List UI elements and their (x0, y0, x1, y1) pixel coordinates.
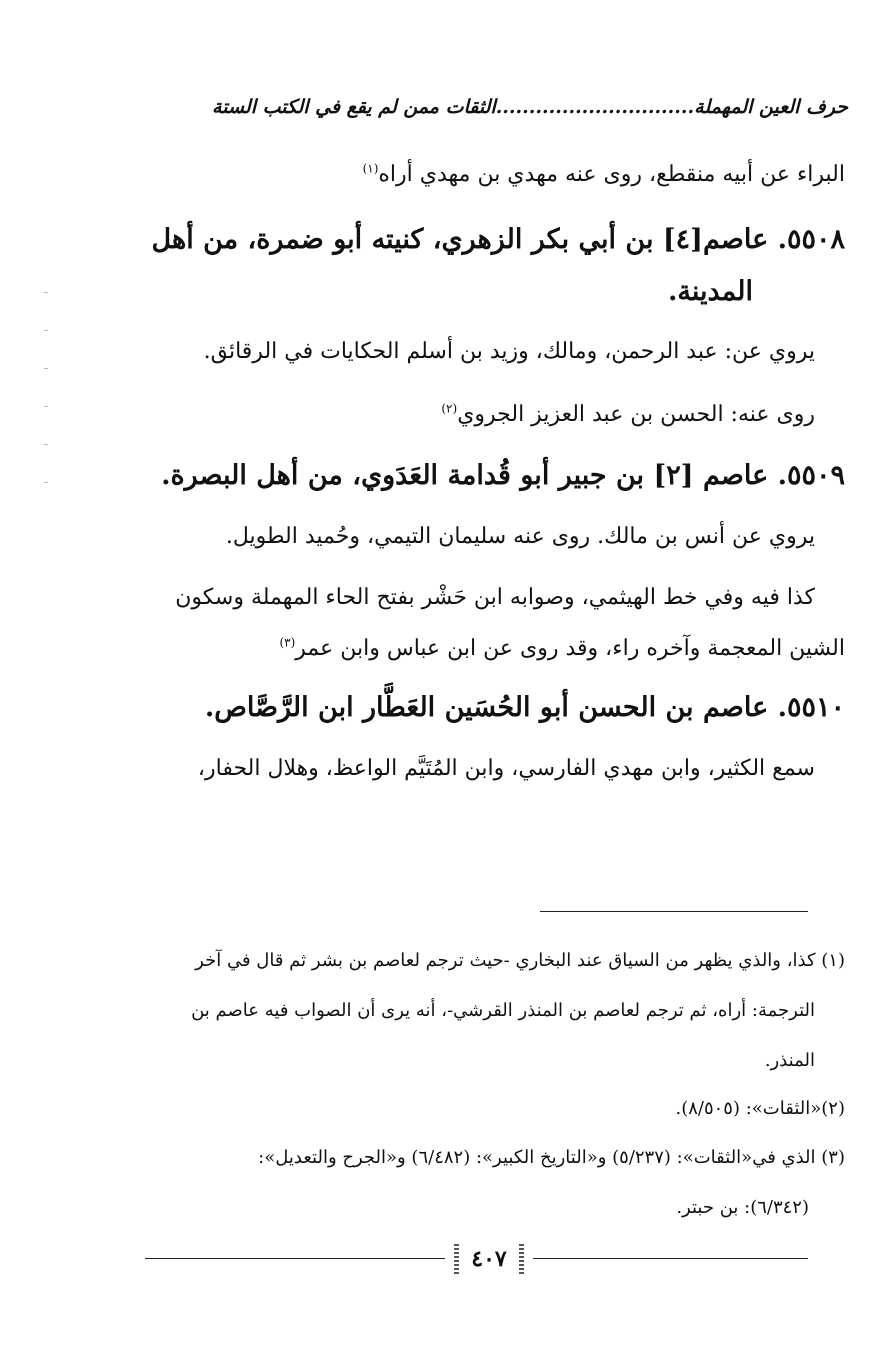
entry-5509-note-line2: الشين المعجمة وآخره راء، وقد روى عن ابن عباس وابن عمر$^{(٣)}$ (279, 635, 845, 661)
running-header (148, 96, 848, 136)
footnote-mark-3: (٣) (279, 635, 296, 650)
entry-5509-note-line1: كذا فيه وفي خط الهيثمي، وصوابه ابن حَشْر بفتح الحاء المهملة وسكون (175, 585, 815, 610)
page-number: ٤٠٧ (448, 1240, 530, 1278)
entry-5509-narrates-from: يروي عن أنس بن مالك. روى عنه سليمان التيمي، وحُميد الطويل. (225, 524, 815, 549)
entry-5508-narrates-from: يروي عن: عبد الرحمن، ومالك، وزيد بن أسلم الحكايات في الرقائق. (203, 339, 815, 364)
footnote-1-line2: الترجمة: أراه، ثم ترجم لعاصم بن المنذر القرشي-، أنه يرى أن الصواب فيه عاصم بن (191, 1000, 815, 1021)
footnote-3-line2: (٦/٣٤٢): بن حبتر. (676, 1197, 809, 1218)
continuation-line: البراء عن أبيه منقطع، روى عنه مهدي بن مهدي أراه$^{(١)}$ (362, 161, 845, 187)
header-book-title: الثقات ممن لم يقع في الكتب الستة (212, 96, 496, 118)
header-chapter-title: حرف العين المهملة (694, 96, 848, 118)
footnote-mark-2: (٢) (441, 401, 458, 416)
footnote-1-line3: المنذر. (764, 1050, 815, 1071)
footnote-1-line1: (١) كذا، والذي يظهر من السياق عند البخاري -حيث ترجم لعاصم بن بشر ثم قال في آخر (195, 950, 845, 971)
entry-5509-heading: ٥٥٠٩. عاصم [٢] بن جبير أبو قُدامة العَدَوي، من أهل البصرة. (161, 460, 845, 491)
entry-5508-heading-cont: المدينة. (667, 276, 753, 307)
header-dots: .............................. (495, 96, 695, 118)
footnote-3-line1: (٣) الذي في«الثقات»: (٥/٢٣٧) و«التاريخ الكبير»: (٦/٤٨٢) و«الجرح والتعديل»: (258, 1147, 845, 1168)
footnote-mark-1: (١) (362, 161, 379, 176)
entry-5510-heading: ٥٥١٠. عاصم بن الحسن أبو الحُسَين العَطَّار ابن الرَّصَّاص. (204, 692, 845, 723)
entry-5508-narrated-by: روى عنه: الحسن بن عبد العزيز الجروي$^{(٢)}$ (441, 401, 815, 427)
bottom-rule-right (533, 1258, 808, 1259)
footnote-2: (٢)«الثقات»: (٨/٥٠٥). (675, 1098, 845, 1119)
margin-scan-marks (44, 292, 48, 492)
footnote-separator (540, 911, 808, 912)
entry-5508-heading: ٥٥٠٨. عاصم[٤] بن أبي بكر الزهري، كنيته أبو ضمرة، من أهل (151, 224, 845, 255)
bottom-rule-left (145, 1258, 445, 1259)
entry-5510-heard-from: سمع الكثير، وابن مهدي الفارسي، وابن المُتَيَّم الواعظ، وهلال الحفار، (197, 756, 815, 781)
